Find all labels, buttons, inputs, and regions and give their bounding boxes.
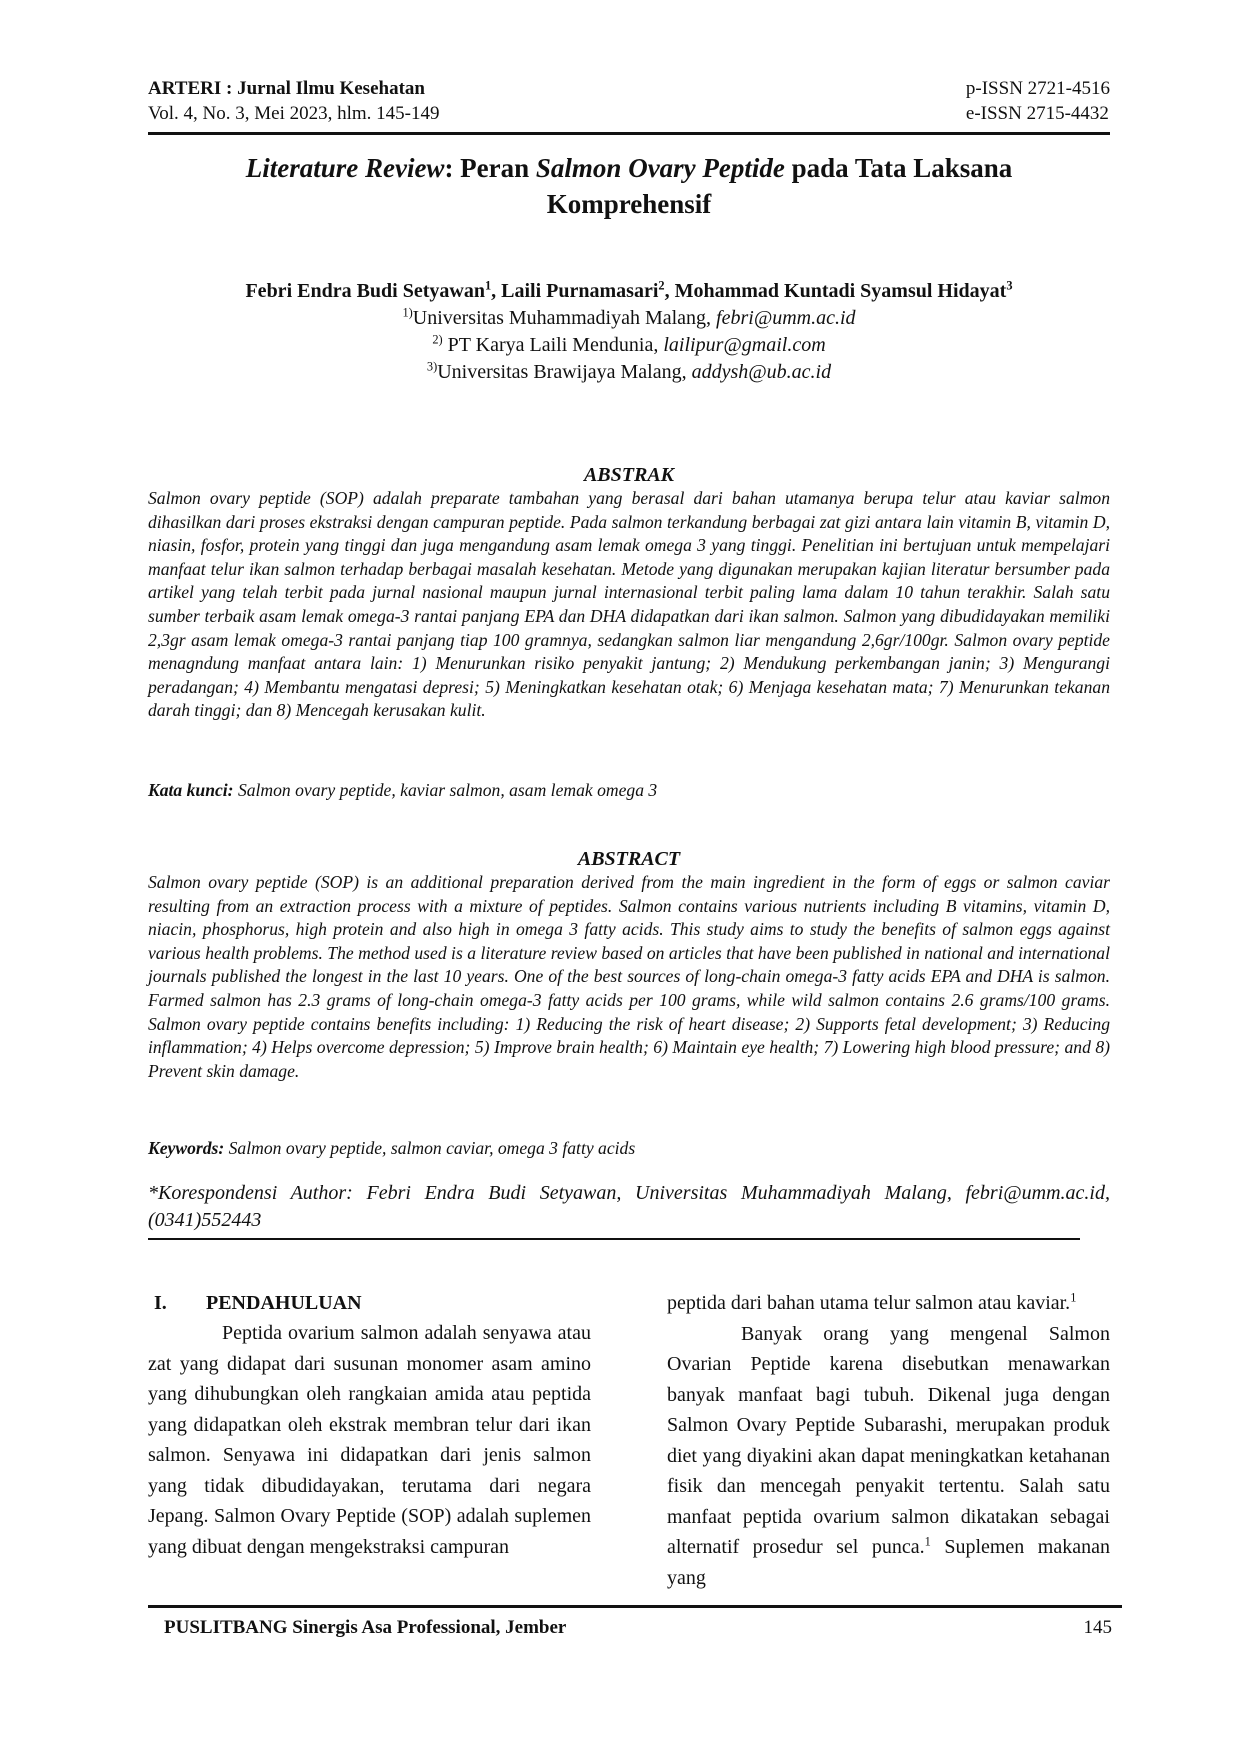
page-footer [164, 1616, 1112, 1640]
affiliation-1-email[interactable]: febri@umm.ac.id [716, 307, 856, 329]
affiliation-2-email[interactable]: lailipur@gmail.com [663, 334, 826, 356]
footer-publisher: PUSLITBANG Sinergis Asa Professional, Jember [164, 1617, 567, 1638]
footer-divider [148, 1605, 1122, 1608]
section-title: PENDAHULUAN [206, 1292, 362, 1314]
author-3: , Mohammad Kuntadi Syamsul Hidayat [664, 280, 1007, 302]
abstract-heading: ABSTRACT [577, 848, 681, 870]
left-column [148, 1288, 591, 1562]
header-right [966, 76, 1110, 126]
correspondence-divider [148, 1238, 1080, 1240]
author-3-mark: 3 [1006, 278, 1013, 293]
header-divider [148, 132, 1110, 135]
affiliation-3-email[interactable]: addysh@ub.ac.id [691, 361, 832, 383]
intro-paragraph-2 [667, 1319, 1110, 1594]
citation-mark: 1 [1070, 1290, 1077, 1305]
section-heading [148, 1288, 591, 1318]
pissn: p-ISSN 2721-4516 [965, 78, 1110, 99]
intro-paragraph-1: Peptida ovarium salmon adalah senyawa atau zat yang didapat dari susunan monomer asam amino yang dihubungkan oleh rangkaian amida atau peptida yang didapatkan oleh ekstrak membran telur dari ikan salmon. Senyawa ini didapatkan dari jenis salmon yang tidak dibudidayakan, terutama dari negara Jepang. Salmon Ovary Peptide (SOP) adalah suplemen yang dibuat dengan mengekstraksi campuran [148, 1322, 591, 1558]
right-column [667, 1288, 1110, 1593]
intro-paragraph-2-tail: Suplemen makanan yang [667, 1536, 1110, 1589]
title-text-2: pada Tata Laksana [784, 153, 1013, 183]
abstrak-section [148, 463, 1110, 723]
correspondence-note: *Korespondensi Author: Febri Endra Budi Setyawan, Universitas Muhammadiyah Malang, febri@umm.ac.id, (0341)552443 [148, 1182, 1110, 1231]
title-line-1 [148, 150, 1110, 186]
running-header [148, 76, 1110, 126]
title-italic-1: Literature Review [245, 153, 445, 183]
affiliation-2-mark: 2) [432, 332, 443, 347]
intro-paragraph-2-text: Banyak orang yang mengenal Salmon Ovarian Peptide karena disebutkan menawarkan banyak manfaat bagi tubuh. Dikenal juga dengan Salmon Ovary Peptide Subarashi, merupakan produk diet yang diyakini akan dapat meningkatkan ketahanan fisik dan mencegah penyakit tertentu. Salah satu manfaat peptida ovarium salmon dikatakan sebagai alternatif prosedur sel punca. [667, 1322, 1110, 1558]
author-1-mark: 1 [484, 278, 492, 293]
kata-kunci-text: Salmon ovary peptide, kaviar salmon, asam lemak omega 3 [233, 780, 658, 800]
journal-name: ARTERI : Jurnal Ilmu Kesehatan [148, 78, 425, 99]
article-title [148, 150, 1110, 222]
affiliation-2-text: PT Karya Laili Mendunia, [442, 334, 664, 356]
journal-volume: Vol. 4, No. 3, Mei 2023, hlm. 145-149 [148, 103, 440, 124]
title-line-2: Komprehensif [546, 189, 712, 219]
kata-kunci [148, 778, 1110, 802]
title-text-1: : Peran [444, 153, 536, 183]
abstrak-text: Salmon ovary peptide (SOP) adalah preparate tambahan yang berasal dari bahan utamanya berupa telur atau kaviar salmon dihasilkan dari proses ekstraksi dengan campuran peptide. Pada salmon terkandung berbagai zat gizi antara lain vitamin B, vitamin D, niasin, fosfor, protein yang tinggi dan juga mengandung asam lemak omega 3 yang tinggi. Penelitian ini bertujuan untuk mempelajari manfaat telur ikan salmon terhadap berbagai masalah kesehatan. Metode yang digunakan merupakan kajian literatur bersumber pada artikel yang telah terbit pada jurnal nasional maupun jurnal internasional terbit paling lama dalam 10 tahun terakhir. Salah satu sumber terbaik asam lemak omega-3 rantai panjang EPA dan DHA didapatkan dari ikan salmon. Salmon yang dibudidayakan memiliki 2,3gr asam lemak omega-3 rantai panjang tiap 100 gramnya, sedangkan salmon liar mengandung 2,6gr/100gr. Salmon ovary peptide menagndung manfaat antara lain: 1) Menurunkan risiko penyakit jantung; 2) Mendukung perkembangan janin; 3) Mengurangi peradangan; 4) Membantu mengatasi depresi; 5) Meningkatkan kesehatan otak; 6) Menjaga kesehatan mata; 7) Menurunkan tekanan darah tinggi; dan 8) Mencegah kerusakan kulit. [148, 488, 1110, 721]
abstract-text: Salmon ovary peptide (SOP) is an additional preparation derived from the main ingredient in the form of eggs or salmon caviar resulting from an extraction process with a mixture of peptides. Salmon contains various nutrients including B vitamins, vitamin D, niacin, phosphorus, high protein and also high in omega 3 fatty acids. This study aims to study the benefits of salmon eggs against various health problems. The method used is a literature review based on articles that have been published in national and international journals published the longest in the last 10 years. One of the best sources of long-chain omega-3 fatty acids EPA and DHA is salmon. Farmed salmon has 2.3 grams of long-chain omega-3 fatty acids per 100 grams, while wild salmon contains 2.6 grams/100 grams. Salmon ovary peptide contains benefits including: 1) Reducing the risk of heart disease; 2) Supports fetal development; 3) Reducing inflammation; 4) Helps overcome depression; 5) Improve brain health; 6) Maintain eye health; 7) Lowering high blood pressure; and 8) Prevent skin damage. [148, 872, 1110, 1081]
intro-paragraph-1-cont [667, 1288, 1110, 1319]
header-left [148, 76, 440, 126]
author-names [148, 278, 1110, 305]
affiliation-2 [148, 332, 1110, 359]
keywords-label: Keywords: [148, 1138, 225, 1158]
title-italic-2: Salmon Ovary Peptide [535, 153, 785, 183]
author-2-mark: 2 [658, 278, 665, 293]
keywords [148, 1136, 1110, 1160]
affiliation-1 [148, 305, 1110, 332]
affiliation-1-mark: 1) [402, 305, 413, 320]
eissn: e-ISSN 2715-4432 [965, 103, 1109, 124]
affiliation-3-mark: 3) [426, 359, 438, 374]
author-2: , Laili Purnamasari [491, 280, 659, 302]
affiliation-1-text: Universitas Muhammadiyah Malang, [412, 307, 717, 329]
abstract-section [148, 847, 1110, 1083]
affiliation-3-text: Universitas Brawijaya Malang, [437, 361, 692, 383]
keywords-text: Salmon ovary peptide, salmon caviar, omega 3 fatty acids [224, 1138, 636, 1158]
section-number: I. [154, 1292, 167, 1314]
abstrak-heading: ABSTRAK [583, 464, 675, 486]
citation-mark: 1 [924, 1534, 931, 1549]
intro-paragraph-1-cont-text: peptida dari bahan utama telur salmon atau kaviar. [667, 1292, 1071, 1314]
author-1: Febri Endra Budi Setyawan [245, 280, 485, 302]
affiliation-3 [148, 359, 1110, 386]
author-block [148, 278, 1110, 386]
kata-kunci-label: Kata kunci: [148, 780, 234, 800]
page-number: 145 [1083, 1617, 1112, 1638]
